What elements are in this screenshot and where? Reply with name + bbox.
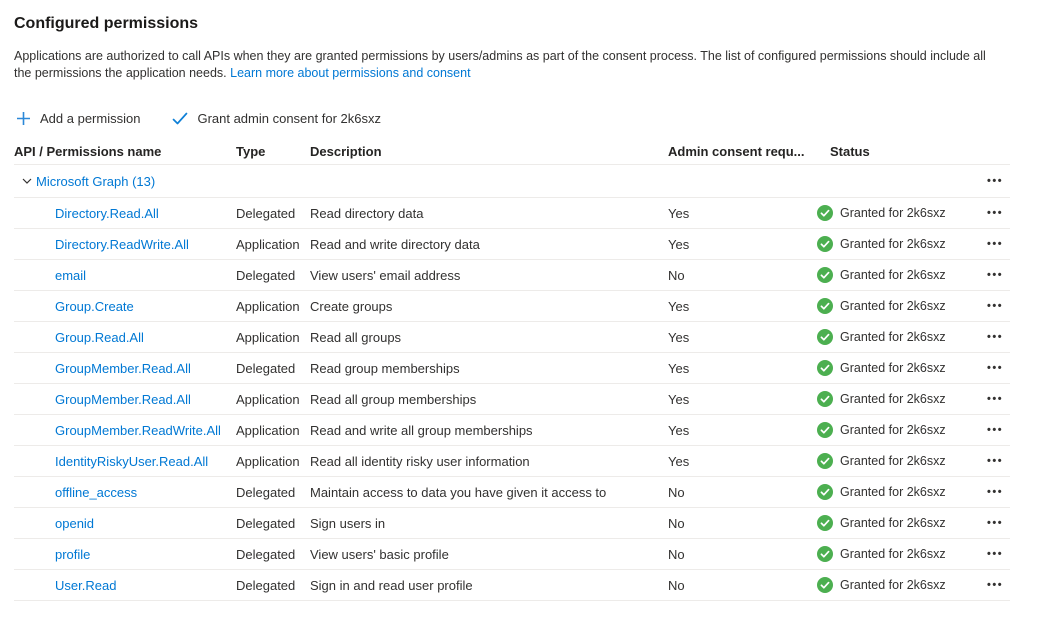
row-context-menu-button[interactable]: ••• xyxy=(985,329,1005,346)
row-context-menu-button[interactable]: ••• xyxy=(985,391,1005,408)
permission-type: Delegated xyxy=(236,360,296,376)
status-text: Granted for 2k6sxz xyxy=(840,485,946,499)
admin-consent-value: No xyxy=(668,484,685,500)
permission-link[interactable]: GroupMember.Read.All xyxy=(55,391,191,407)
row-context-menu-button[interactable]: ••• xyxy=(985,422,1005,439)
admin-consent-value: Yes xyxy=(668,360,690,376)
admin-consent-value: Yes xyxy=(668,453,690,469)
permission-link[interactable]: offline_access xyxy=(55,484,138,500)
status-cell xyxy=(817,329,985,345)
permission-description: Maintain access to data you have given it access to xyxy=(310,484,607,500)
permission-name-cell xyxy=(14,578,236,593)
permission-link[interactable]: GroupMember.Read.All xyxy=(55,360,191,376)
permission-type: Application xyxy=(236,329,300,345)
permission-name-cell xyxy=(14,485,236,500)
col-header-api-permissions-name: API / Permissions name xyxy=(14,143,162,159)
plus-icon xyxy=(16,111,31,126)
permission-link[interactable]: profile xyxy=(55,546,91,562)
admin-consent-value: Yes xyxy=(668,329,690,345)
permission-type: Application xyxy=(236,236,300,252)
permission-link[interactable]: Directory.ReadWrite.All xyxy=(55,236,189,252)
status-cell xyxy=(817,422,985,438)
status-cell xyxy=(817,546,985,562)
grant-admin-consent-label: Grant admin consent for 2k6sxz xyxy=(197,111,381,126)
row-context-menu-button[interactable]: ••• xyxy=(985,360,1005,377)
status-cell xyxy=(817,205,985,221)
permission-description: Create groups xyxy=(310,298,393,314)
col-header-description: Description xyxy=(310,143,382,159)
permission-type: Application xyxy=(236,422,300,438)
permission-link[interactable]: openid xyxy=(55,515,95,531)
table-row xyxy=(14,508,1010,539)
permission-name-cell xyxy=(14,454,236,469)
admin-consent-value: No xyxy=(668,546,685,562)
row-context-menu-button[interactable]: ••• xyxy=(985,484,1005,501)
checkmark-icon xyxy=(172,112,188,126)
permission-link[interactable]: GroupMember.ReadWrite.All xyxy=(55,422,221,438)
status-text: Granted for 2k6sxz xyxy=(840,454,946,468)
permission-link[interactable]: email xyxy=(55,267,87,283)
admin-consent-value: No xyxy=(668,577,685,593)
admin-consent-value: No xyxy=(668,267,685,283)
row-menu-cell xyxy=(985,391,1010,408)
status-text: Granted for 2k6sxz xyxy=(840,206,946,220)
table-row xyxy=(14,415,1010,446)
row-context-menu-button[interactable]: ••• xyxy=(985,173,1005,190)
table-row xyxy=(14,353,1010,384)
grant-admin-consent-button[interactable] xyxy=(170,107,383,130)
permission-name-cell xyxy=(14,361,236,376)
row-context-menu-button[interactable]: ••• xyxy=(985,546,1005,563)
table-row xyxy=(14,477,1010,508)
status-text: Granted for 2k6sxz xyxy=(840,423,946,437)
permission-description: Read all identity risky user information xyxy=(310,453,530,469)
row-menu-cell xyxy=(985,329,1010,346)
row-context-menu-button[interactable]: ••• xyxy=(985,577,1005,594)
permission-description: Read group memberships xyxy=(310,360,460,376)
table-body xyxy=(14,198,1010,601)
permission-name-cell xyxy=(14,423,236,438)
permission-type: Delegated xyxy=(236,577,296,593)
table-row xyxy=(14,384,1010,415)
permission-link[interactable]: Group.Create xyxy=(55,298,134,314)
green-check-circle-icon xyxy=(817,267,833,283)
chevron-down-icon[interactable] xyxy=(21,175,33,187)
row-context-menu-button[interactable]: ••• xyxy=(985,236,1005,253)
status-cell xyxy=(817,267,985,283)
permission-type: Application xyxy=(236,391,300,407)
table-row xyxy=(14,446,1010,477)
status-text: Granted for 2k6sxz xyxy=(840,237,946,251)
admin-consent-value: Yes xyxy=(668,236,690,252)
admin-consent-value: No xyxy=(668,515,685,531)
permission-link[interactable]: Directory.Read.All xyxy=(55,205,159,221)
permission-type: Application xyxy=(236,298,300,314)
row-context-menu-button[interactable]: ••• xyxy=(985,298,1005,315)
green-check-circle-icon xyxy=(817,391,833,407)
api-group-link[interactable]: Microsoft Graph (13) xyxy=(36,173,156,189)
permission-type: Delegated xyxy=(236,205,296,221)
status-cell xyxy=(817,484,985,500)
table-row xyxy=(14,198,1010,229)
permission-name-cell xyxy=(14,516,236,531)
permission-type: Application xyxy=(236,453,300,469)
green-check-circle-icon xyxy=(817,236,833,252)
permission-description: View users' basic profile xyxy=(310,546,449,562)
admin-consent-value: Yes xyxy=(668,205,690,221)
status-text: Granted for 2k6sxz xyxy=(840,299,946,313)
group-menu-cell xyxy=(985,173,1010,190)
permission-type: Delegated xyxy=(236,267,296,283)
row-menu-cell xyxy=(985,236,1010,253)
description-paragraph xyxy=(14,48,1006,82)
row-context-menu-button[interactable]: ••• xyxy=(985,205,1005,222)
status-text: Granted for 2k6sxz xyxy=(840,361,946,375)
permission-description: View users' email address xyxy=(310,267,461,283)
green-check-circle-icon xyxy=(817,577,833,593)
permission-link[interactable]: Group.Read.All xyxy=(55,329,144,345)
row-menu-cell xyxy=(985,298,1010,315)
green-check-circle-icon xyxy=(817,298,833,314)
status-cell xyxy=(817,298,985,314)
permission-name-cell xyxy=(14,268,236,283)
api-group-row xyxy=(14,165,1010,198)
permission-type: Delegated xyxy=(236,484,296,500)
admin-consent-value: Yes xyxy=(668,422,690,438)
admin-consent-value: Yes xyxy=(668,298,690,314)
toolbar xyxy=(14,107,1057,130)
green-check-circle-icon xyxy=(817,422,833,438)
status-cell xyxy=(817,236,985,252)
row-menu-cell xyxy=(985,205,1010,222)
table-row xyxy=(14,539,1010,570)
api-group-cell xyxy=(14,174,985,189)
status-text: Granted for 2k6sxz xyxy=(840,268,946,282)
status-text: Granted for 2k6sxz xyxy=(840,578,946,592)
permission-name-cell xyxy=(14,237,236,252)
table-row xyxy=(14,291,1010,322)
status-text: Granted for 2k6sxz xyxy=(840,516,946,530)
green-check-circle-icon xyxy=(817,515,833,531)
row-menu-cell xyxy=(985,422,1010,439)
green-check-circle-icon xyxy=(817,360,833,376)
page-title: Configured permissions xyxy=(14,15,199,32)
row-menu-cell xyxy=(985,546,1010,563)
admin-consent-value: Yes xyxy=(668,391,690,407)
green-check-circle-icon xyxy=(817,329,833,345)
status-cell xyxy=(817,577,985,593)
status-cell xyxy=(817,453,985,469)
permission-name-cell xyxy=(14,206,236,221)
row-menu-cell xyxy=(985,577,1010,594)
table-row xyxy=(14,322,1010,353)
permissions-table xyxy=(14,138,1010,601)
status-cell xyxy=(817,360,985,376)
table-row xyxy=(14,570,1010,601)
permission-description: Read all group memberships xyxy=(310,391,477,407)
col-header-type: Type xyxy=(236,143,266,159)
row-menu-cell xyxy=(985,515,1010,532)
table-header-row xyxy=(14,138,1010,165)
row-menu-cell xyxy=(985,360,1010,377)
col-header-admin-consent: Admin consent requ... xyxy=(668,143,805,159)
row-menu-cell xyxy=(985,453,1010,470)
status-cell xyxy=(817,391,985,407)
green-check-circle-icon xyxy=(817,546,833,562)
status-text: Granted for 2k6sxz xyxy=(840,392,946,406)
description-text: Applications are authorized to call APIs when they are granted permissions by users/admins as part of the consent process. The list of configured permissions should include all the permissions the application needs. xyxy=(14,49,986,80)
permission-description: Sign users in xyxy=(310,515,386,531)
row-context-menu-button[interactable]: ••• xyxy=(985,515,1005,532)
row-context-menu-button[interactable]: ••• xyxy=(985,267,1005,284)
permission-name-cell xyxy=(14,299,236,314)
status-text: Granted for 2k6sxz xyxy=(840,547,946,561)
permission-name-cell xyxy=(14,392,236,407)
add-permission-label: Add a permission xyxy=(40,111,141,126)
status-cell xyxy=(817,515,985,531)
col-header-status: Status xyxy=(830,143,870,159)
row-context-menu-button[interactable]: ••• xyxy=(985,453,1005,470)
permission-link[interactable]: IdentityRiskyUser.Read.All xyxy=(55,453,209,469)
table-row xyxy=(14,260,1010,291)
green-check-circle-icon xyxy=(817,205,833,221)
permission-description: Read all groups xyxy=(310,329,402,345)
permission-description: Sign in and read user profile xyxy=(310,577,473,593)
permission-type: Delegated xyxy=(236,515,296,531)
permission-description: Read and write directory data xyxy=(310,236,480,252)
permission-name-cell xyxy=(14,547,236,562)
permission-type: Delegated xyxy=(236,546,296,562)
row-menu-cell xyxy=(985,484,1010,501)
permission-description: Read directory data xyxy=(310,205,424,221)
permission-name-cell xyxy=(14,330,236,345)
learn-more-link[interactable]: Learn more about permissions and consent xyxy=(230,66,471,80)
green-check-circle-icon xyxy=(817,484,833,500)
permission-link[interactable]: User.Read xyxy=(55,577,117,593)
row-menu-cell xyxy=(985,267,1010,284)
table-row xyxy=(14,229,1010,260)
status-text: Granted for 2k6sxz xyxy=(840,330,946,344)
add-permission-button[interactable] xyxy=(14,107,142,130)
green-check-circle-icon xyxy=(817,453,833,469)
permission-description: Read and write all group memberships xyxy=(310,422,533,438)
